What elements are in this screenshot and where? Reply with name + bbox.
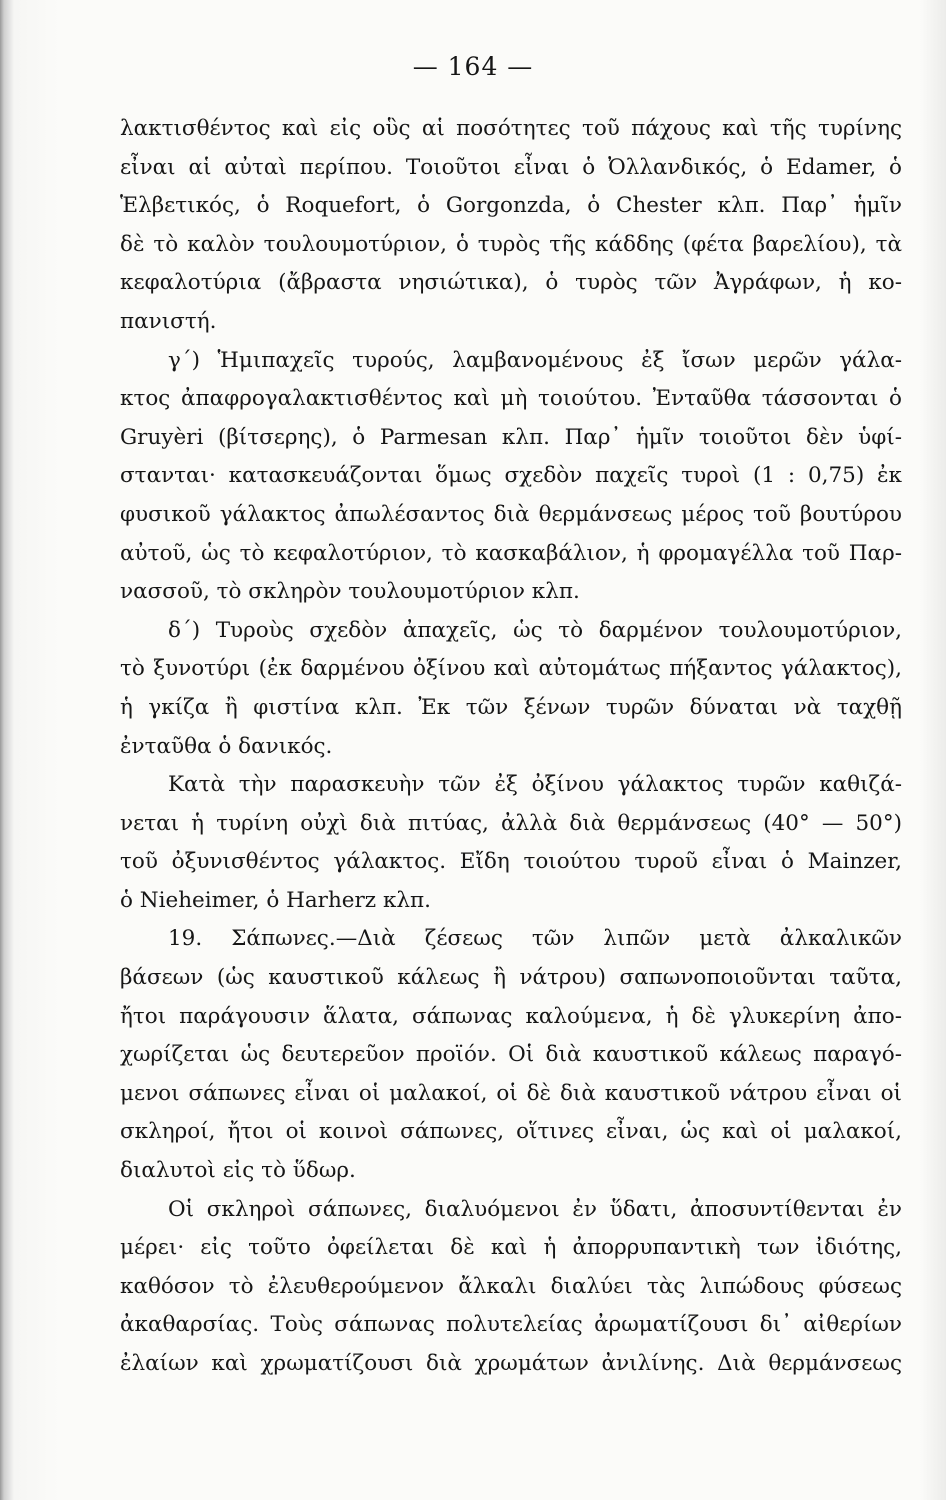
- section-19-heading-line: 19. Σάπωνες.—Διὰ ζέσεως τῶν λιπῶν μετὰ ἀλκαλικῶν: [168, 926, 902, 952]
- text-line: εἶναι αἱ αὐταὶ περίπου. Τοιοῦτοι εἶναι ὁ Ὀλλανδικός, ὁ Edamer, ὁ: [120, 154, 902, 180]
- text-line: Ἑλβετικός, ὁ Roquefort, ὁ Gorgonzda, ὁ Chester κλπ. Παρ᾽ ἡμῖν: [120, 193, 902, 219]
- text-line: σκληροί, ἤτοι οἱ κοινοὶ σάπωνες, οἵτινες εἶναι, ὡς καὶ οἱ μαλακοί,: [120, 1119, 902, 1145]
- text-line: ὁ Nieheimer, ὁ Harherz κλπ.: [120, 887, 431, 913]
- text-line: δὲ τὸ καλὸν τουλουμοτύριον, ὁ τυρὸς τῆς κάδδης (φέτα βαρελίου), τὰ: [120, 231, 902, 257]
- text-line: τὸ ξυνοτύρι (ἐκ δαρμένου ὀξίνου καὶ αὐτομάτως πήξαντος γάλακτος),: [120, 656, 902, 682]
- text-line: αὐτοῦ, ὡς τὸ κεφαλοτύριον, τὸ κασκαβάλιον, ἡ φρομαγέλλα τοῦ Παρ-: [120, 540, 902, 566]
- text-line: χωρίζεται ὡς δευτερεῦον προϊόν. Οἱ διὰ καυστικοῦ κάλεως παραγό-: [120, 1042, 902, 1068]
- text-line: νεται ἡ τυρίνη οὐχὶ διὰ πιτύας, ἀλλὰ διὰ θερμάνσεως (40° — 50°): [120, 810, 902, 836]
- paragraph-delta-start: δ΄) Τυροὺς σχεδὸν ἀπαχεῖς, ὡς τὸ δαρμένον τουλουμοτύριον,: [168, 617, 902, 643]
- text-line: βάσεων (ὡς καυστικοῦ κάλεως ἢ νάτρου) σαπωνοποιοῦνται ταῦτα,: [120, 965, 902, 991]
- text-line: καθόσον τὸ ἐλευθερούμενον ἄλκαλι διαλύει τὰς λιπώδους φύσεως: [120, 1273, 902, 1299]
- text-line: ἤτοι παράγουσιν ἅλατα, σάπωνας καλούμενα, ἡ δὲ γλυκερίνη ἀπο-: [120, 1003, 902, 1029]
- paragraph-start: Κατὰ τὴν παρασκευὴν τῶν ἐξ ὀξίνου γάλακτος τυρῶν καθιζά-: [168, 772, 902, 798]
- text-line: τοῦ ὀξυνισθέντος γάλακτος. Εἴδη τοιούτου τυροῦ εἶναι ὁ Mainzer,: [120, 849, 902, 875]
- paragraph-gamma-start: γ΄) Ἡμιπαχεῖς τυρούς, λαμβανομένους ἐξ ἴσων μερῶν γάλα-: [168, 347, 902, 373]
- text-line: ἐνταῦθα ὁ δανικός.: [120, 733, 333, 759]
- page-number: — 164 —: [412, 52, 534, 81]
- text-line: κεφαλοτύρια (ἄβραστα νησιώτικα), ὁ τυρὸς τῶν Ἀγράφων, ἡ κο-: [120, 270, 902, 296]
- text-line: μενοι σάπωνες εἶναι οἱ μαλακοί, οἱ δὲ διὰ καυστικοῦ νάτρου εἶναι οἱ: [120, 1080, 902, 1106]
- text-line: ἐλαίων καὶ χρωματίζουσι διὰ χρωμάτων ἀνιλίνης. Διὰ θερμάνσεως: [120, 1351, 902, 1376]
- text-line: ἡ γκίζα ἢ φιστίνα κλπ. Ἐκ τῶν ξένων τυρῶν δύναται νὰ ταχθῇ: [120, 694, 902, 720]
- text-line: διαλυτοὶ εἰς τὸ ὕδωρ.: [120, 1158, 356, 1184]
- text-line: λακτισθέντος καὶ εἰς οὓς αἱ ποσότητες τοῦ πάχους καὶ τῆς τυρίνης: [120, 116, 902, 141]
- body-text: [120, 110, 902, 1384]
- text-line: στανται· κατασκευάζονται ὅμως σχεδὸν παχεῖς τυροὶ (1 : 0,75) ἐκ: [120, 463, 902, 489]
- paragraph-start: Οἱ σκληροὶ σάπωνες, διαλυόμενοι ἐν ὕδατι, ἀποσυντίθενται ἐν: [168, 1196, 902, 1222]
- text-line: κτος ἀπαφρογαλακτισθέντος καὶ μὴ τοιούτου. Ἐνταῦθα τάσσονται ὁ: [120, 386, 902, 412]
- text-line: νασσοῦ, τὸ σκληρὸν τουλουμοτύριον κλπ.: [120, 579, 580, 605]
- text-line: μέρει· εἰς τοῦτο ὀφείλεται δὲ καὶ ἡ ἀπορρυπαντικὴ των ἰδιότης,: [120, 1235, 902, 1261]
- text-line: φυσικοῦ γάλακτος ἀπωλέσαντος διὰ θερμάνσεως μέρος τοῦ βουτύρου: [120, 501, 902, 527]
- text-line: ἀκαθαρσίας. Τοὺς σάπωνας πολυτελείας ἀρωματίζουσι δι᾽ αἰθερίων: [120, 1312, 902, 1338]
- text-line: Gruyèri (βίτσερης), ὁ Parmesan κλπ. Παρ᾽ ἡμῖν τοιοῦτοι δὲν ὑφί-: [120, 424, 902, 450]
- text-line: πανιστή.: [120, 308, 217, 334]
